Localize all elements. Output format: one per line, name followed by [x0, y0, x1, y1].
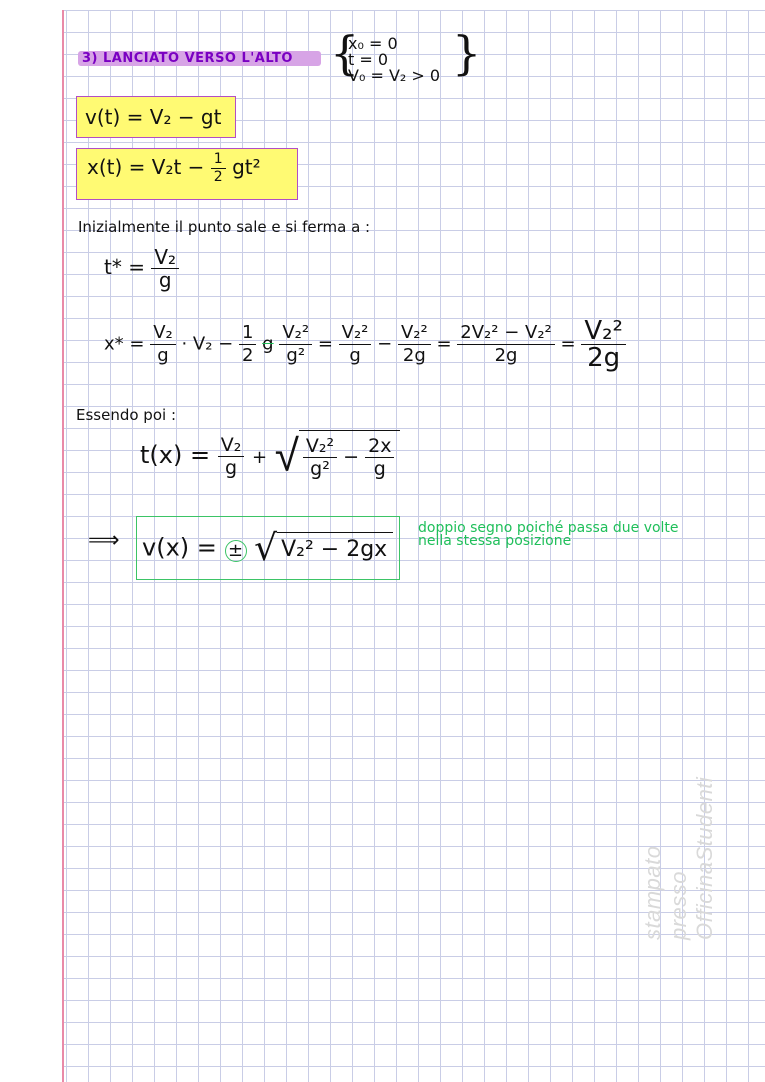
- plus: +: [251, 447, 268, 468]
- velocity-equation: v(t) = V₂ − gt: [85, 105, 222, 129]
- v-of-x-equation: [142, 528, 393, 569]
- frac-num: V₂: [151, 246, 179, 269]
- minus: −: [377, 333, 393, 355]
- equals: =: [436, 333, 452, 355]
- implies-arrow: ⟹: [88, 528, 120, 553]
- term: g: [262, 333, 274, 355]
- sqrt-icon: √: [254, 528, 278, 569]
- velocity-box: [76, 96, 236, 138]
- frac-den: g: [373, 458, 386, 480]
- position-right: gt²: [232, 155, 261, 179]
- frac-den: 2: [241, 345, 254, 366]
- plus-minus-circled: ±: [225, 540, 247, 562]
- watermark: stampato presso OfficinaStudenti: [640, 776, 717, 940]
- x-star-equation: [104, 318, 626, 371]
- right-brace-icon: }: [452, 26, 482, 80]
- equals: =: [560, 333, 576, 355]
- frac-den: 2g: [494, 345, 518, 366]
- note-line: doppio segno poiché passa due volte: [418, 520, 679, 536]
- equals: =: [317, 333, 333, 355]
- position-box: [76, 148, 298, 200]
- frac-num: 1: [211, 151, 226, 169]
- t-of-x-equation: [140, 430, 400, 482]
- left-brace-icon: {: [330, 26, 360, 80]
- condition-item: x₀ = 0: [348, 34, 398, 53]
- radicand: [299, 430, 401, 480]
- fraction-result: [581, 318, 626, 371]
- frac-den: g: [158, 268, 172, 292]
- frac-num: V₂: [218, 434, 245, 457]
- note-line: nella stessa posizione: [418, 533, 572, 549]
- vx-label: v(x) =: [142, 533, 217, 562]
- minus: −: [343, 446, 360, 468]
- fraction: [365, 435, 394, 480]
- condition-item: V₀ = V₂ > 0: [348, 66, 441, 85]
- t-star-fraction: [151, 246, 179, 291]
- left-margin: [0, 0, 64, 1082]
- conditions-list: [348, 36, 440, 84]
- section-title: [78, 47, 321, 66]
- frac-num: V₂: [150, 322, 176, 345]
- fraction: [239, 322, 256, 367]
- position-equation: [87, 151, 307, 186]
- x-star-label: x* =: [104, 333, 145, 355]
- frac-num: 2x: [365, 435, 394, 458]
- frac-den: 2g: [587, 343, 621, 373]
- fraction: [279, 322, 312, 367]
- text-initially: Inizialmente il punto sale e si ferma a :: [78, 218, 371, 236]
- frac-den: g: [349, 345, 361, 366]
- fraction: [398, 322, 431, 367]
- margin-line: [62, 10, 64, 1082]
- side-note: [418, 522, 679, 548]
- top-margin: [0, 0, 765, 10]
- frac-num: V₂²: [398, 322, 431, 345]
- radicand: V₂² − 2gx: [277, 532, 393, 562]
- frac-num: V₂²: [279, 322, 312, 345]
- half-fraction: [211, 151, 226, 186]
- position-left: x(t) = V₂t −: [87, 155, 205, 179]
- frac-num: 2V₂² − V₂²: [457, 322, 554, 345]
- fraction: [150, 322, 176, 367]
- condition-item: t = 0: [348, 50, 389, 69]
- fraction: [339, 322, 372, 367]
- t-star-equation: [104, 246, 179, 291]
- frac-num: V₂²: [303, 435, 337, 458]
- frac-num: 1: [239, 322, 256, 345]
- frac-num: V₂²: [581, 318, 626, 345]
- fraction: [457, 322, 554, 367]
- fraction: [303, 435, 337, 480]
- frac-den: 2g: [402, 345, 426, 366]
- frac-den: g²: [310, 458, 330, 480]
- frac-den: 2: [213, 169, 223, 185]
- frac-den: g: [157, 345, 169, 366]
- frac-num: V₂²: [339, 322, 372, 345]
- text-essendo: Essendo poi :: [76, 406, 176, 424]
- tx-label: t(x) =: [140, 441, 211, 469]
- sqrt-icon: √: [274, 430, 299, 482]
- title-text: 3) LANCIATO VERSO L'ALTO: [78, 51, 321, 66]
- frac-den: g: [225, 456, 238, 479]
- t-star-label: t* =: [104, 255, 145, 279]
- fraction: [218, 434, 245, 479]
- frac-den: g²: [286, 345, 306, 366]
- term: · V₂ −: [181, 333, 234, 355]
